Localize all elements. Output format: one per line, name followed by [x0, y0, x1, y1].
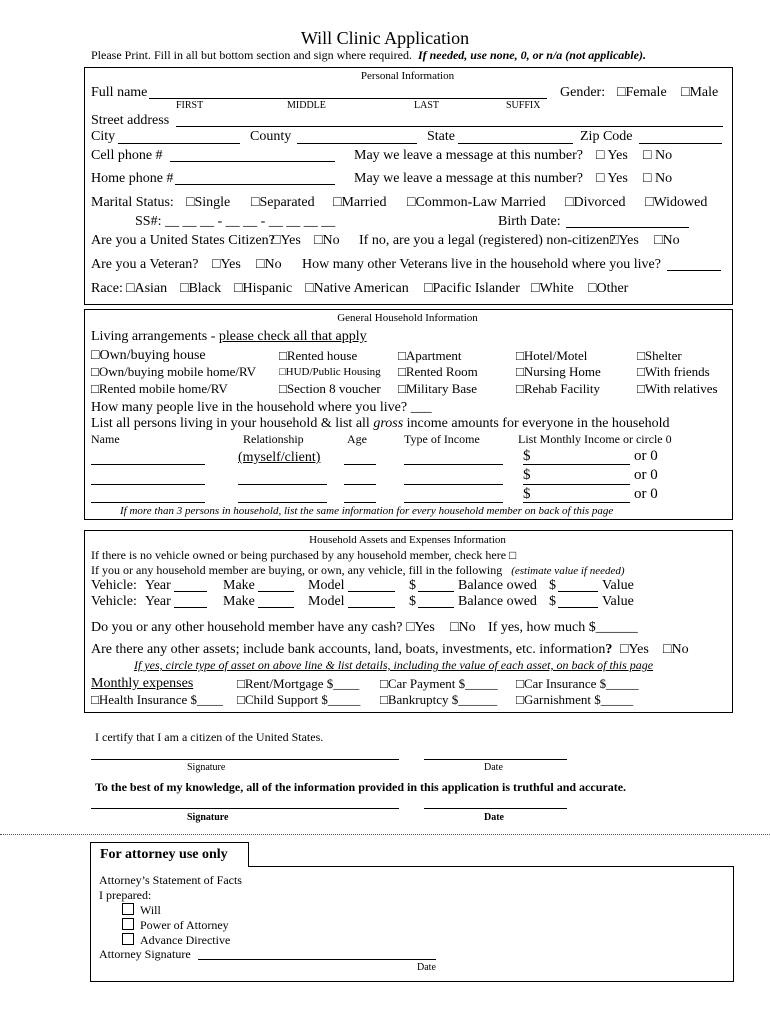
- cash-no[interactable]: □No: [450, 620, 476, 635]
- vehicle1-value-dollar: $: [549, 578, 556, 593]
- living-hotel[interactable]: □Hotel/Motel: [516, 348, 588, 363]
- prepared-poa-label: Power of Attorney: [140, 918, 229, 932]
- vehicle2-value-dollar: $: [549, 594, 556, 609]
- full-name-field[interactable]: [149, 98, 547, 99]
- noncitizen-no[interactable]: □No: [654, 233, 680, 248]
- signature2-line[interactable]: [91, 808, 399, 809]
- vehicle1-balance-label: Balance owed: [458, 578, 537, 593]
- vehicle1-value[interactable]: [558, 591, 598, 592]
- name-part-suffix: SUFFIX: [506, 100, 541, 111]
- monthly-expenses-label: Monthly expenses: [91, 676, 194, 691]
- household-row2-name[interactable]: [91, 484, 205, 485]
- veteran-yes[interactable]: □Yes: [212, 257, 241, 272]
- attorney-date-label: Date: [417, 962, 436, 973]
- cash-q: Do you or any other household member have any cash?: [91, 620, 403, 635]
- vehicle2-model[interactable]: [348, 607, 395, 608]
- household-row3-or0[interactable]: or 0: [634, 486, 658, 502]
- attorney-tab-label: For attorney use only: [100, 847, 228, 862]
- other-assets-no[interactable]: □No: [663, 642, 689, 657]
- race-label: Race:: [91, 281, 123, 296]
- county-field[interactable]: [297, 143, 417, 144]
- col-header-relationship: Relationship: [243, 432, 304, 446]
- vehicle2-dollar: $: [409, 594, 416, 609]
- living-military-base[interactable]: □Military Base: [398, 381, 477, 396]
- marital-single[interactable]: □Single: [186, 195, 231, 210]
- living-section8[interactable]: □Section 8 voucher: [279, 381, 381, 396]
- marital-divorced[interactable]: □Divorced: [565, 195, 626, 210]
- cash-how-much[interactable]: If yes, how much $______: [488, 620, 638, 635]
- will-checkbox[interactable]: [122, 903, 134, 915]
- household-row3-age[interactable]: [344, 502, 376, 503]
- name-part-middle: MIDDLE: [287, 100, 326, 111]
- vehicle2-value[interactable]: [558, 607, 598, 608]
- living-rehab[interactable]: □Rehab Facility: [516, 381, 601, 396]
- household-row2-dollar: $: [523, 467, 531, 483]
- other-veterans-field[interactable]: [667, 270, 721, 271]
- living-own-mobile[interactable]: □Own/buying mobile home/RV: [91, 364, 256, 379]
- vehicle2-value-label: Value: [602, 594, 634, 609]
- attorney-signature-label: Attorney Signature: [99, 947, 191, 961]
- vehicle2-balance[interactable]: [418, 607, 454, 608]
- how-many-people-q: How many people live in the household where you live? ___: [91, 400, 432, 415]
- no-vehicle-checkbox[interactable]: If there is no vehicle owned or being purchased by any household member, check here □: [91, 548, 517, 562]
- cell-field[interactable]: [170, 161, 335, 162]
- list-all-persons: [91, 417, 669, 431]
- home-label: Home phone #: [91, 171, 174, 186]
- prepared-will[interactable]: [122, 903, 161, 916]
- gender-male-checkbox[interactable]: □Male: [681, 85, 719, 100]
- race-pacific-islander[interactable]: □Pacific Islander: [424, 281, 520, 296]
- household-row1-or0[interactable]: or 0: [634, 448, 658, 464]
- estimate-note: (estimate value if needed): [511, 565, 625, 577]
- divider: [0, 834, 770, 835]
- street-field[interactable]: [176, 126, 723, 127]
- advance-directive-checkbox[interactable]: [122, 933, 134, 945]
- instructions-plain: Please Print. Fill in all but bottom section and sign where required.: [91, 48, 412, 62]
- col-header-income-type: Type of Income: [404, 432, 480, 446]
- living-nursing-home[interactable]: □Nursing Home: [516, 364, 601, 379]
- household-row1-name[interactable]: [91, 464, 205, 465]
- expense-health-insurance[interactable]: □Health Insurance $____: [91, 692, 224, 707]
- prepared-will-label: Will: [140, 903, 161, 917]
- race-other[interactable]: □Other: [588, 281, 629, 296]
- expense-rent[interactable]: □Rent/Mortgage $____: [237, 676, 360, 691]
- prepared-advance-directive[interactable]: [122, 933, 230, 946]
- living-shelter[interactable]: □Shelter: [637, 348, 682, 363]
- home-message-q: May we leave a message at this number?: [354, 171, 583, 186]
- instructions: [91, 49, 646, 61]
- household-row2-income[interactable]: [523, 484, 630, 485]
- name-part-first: FIRST: [176, 100, 204, 111]
- vehicle2-model-label: Model: [308, 594, 345, 609]
- expense-bankruptcy[interactable]: □Bankruptcy $______: [380, 692, 498, 707]
- home-field[interactable]: [175, 184, 335, 185]
- page-title: Will Clinic Application: [300, 28, 470, 48]
- prepared-advance-directive-label: Advance Directive: [140, 933, 231, 947]
- living-friends[interactable]: □With friends: [637, 364, 710, 379]
- attorney-statement: Attorney’s Statement of Facts: [99, 873, 242, 887]
- marital-label: Marital Status:: [91, 195, 174, 210]
- household-row3-income-type[interactable]: [404, 502, 503, 503]
- household-section-title: General Household Information: [337, 312, 478, 324]
- citizen-yes[interactable]: □Yes: [272, 233, 301, 248]
- race-black[interactable]: □Black: [180, 281, 222, 296]
- personal-section-title: Personal Information: [360, 70, 455, 82]
- vehicle2-label: Vehicle:: [91, 594, 137, 609]
- expense-car-payment[interactable]: □Car Payment $_____: [380, 676, 498, 691]
- home-message-no[interactable]: □ No: [643, 171, 673, 186]
- living-relatives[interactable]: □With relatives: [637, 381, 718, 396]
- household-row3-name[interactable]: [91, 502, 205, 503]
- if-buying-text: If you or any household member are buying, or own, any vehicle, fill in the following: [91, 563, 503, 577]
- county-label: County: [250, 129, 292, 144]
- state-label: State: [427, 129, 455, 144]
- instructions-note: If needed, use none, 0, or n/a (not applicable).: [417, 48, 646, 62]
- other-assets-text: Are there any other assets; include bank accounts, land, boats, investments, etc. information: [91, 642, 606, 657]
- living-rented-room[interactable]: □Rented Room: [398, 364, 478, 379]
- poa-checkbox[interactable]: [122, 918, 134, 930]
- cell-message-yes[interactable]: □ Yes: [596, 148, 628, 163]
- marital-common-law[interactable]: □Common-Law Married: [407, 195, 546, 210]
- household-row1-income[interactable]: [523, 464, 630, 465]
- vehicle1-year[interactable]: [174, 591, 207, 592]
- list-all-a: List all persons living in your household & list all: [91, 416, 374, 431]
- vehicle1-year-label: Year: [145, 578, 171, 593]
- citizen-no[interactable]: □No: [314, 233, 340, 248]
- if-yes-circle-note: If yes, circle type of asset on above line & list details, including the value of each asset, on back of this page: [134, 658, 654, 672]
- other-veterans-q: How many other Veterans live in the household where you live?: [302, 257, 661, 272]
- vehicle2-make-label: Make: [223, 594, 255, 609]
- more-persons-note: If more than 3 persons in household, list the same information for every household member on back of this page: [120, 505, 614, 517]
- living-label: Living arrangements -: [91, 329, 219, 344]
- date2-label: Date: [484, 812, 504, 823]
- vehicle2-year[interactable]: [174, 607, 207, 608]
- col-header-monthly-income: List Monthly Income or circle 0: [518, 432, 672, 446]
- zip-field[interactable]: [639, 143, 722, 144]
- vehicle1-make[interactable]: [258, 591, 294, 592]
- vehicle1-dollar: $: [409, 578, 416, 593]
- street-label: Street address: [91, 113, 170, 128]
- vehicle1-label: Vehicle:: [91, 578, 137, 593]
- if-buying-vehicle: [91, 564, 625, 577]
- race-white[interactable]: □White: [531, 281, 574, 296]
- household-row2-relationship[interactable]: [238, 484, 327, 485]
- household-row2-income-type[interactable]: [404, 484, 503, 485]
- date1-line[interactable]: [424, 759, 567, 760]
- gender-female-checkbox[interactable]: □Female: [617, 85, 667, 100]
- vehicle2-make[interactable]: [258, 607, 294, 608]
- living-rented-house[interactable]: □Rented house: [279, 348, 358, 363]
- marital-separated[interactable]: □Separated: [251, 195, 315, 210]
- noncitizen-q: If no, are you a legal (registered) non-citizen?: [359, 233, 616, 248]
- ssn-field[interactable]: SS#: __ __ __ - __ __ - __ __ __ __: [135, 214, 336, 229]
- city-field[interactable]: [118, 143, 240, 144]
- race-native-american[interactable]: □Native American: [305, 281, 409, 296]
- col-header-name: Name: [91, 432, 120, 446]
- expense-car-insurance[interactable]: □Car Insurance $_____: [516, 676, 639, 691]
- living-own-house[interactable]: □Own/buying house: [91, 348, 206, 363]
- zip-label: Zip Code: [580, 129, 633, 144]
- cell-message-q: May we leave a message at this number?: [354, 148, 583, 163]
- living-rented-mobile[interactable]: □Rented mobile home/RV: [91, 381, 228, 396]
- household-row3-relationship[interactable]: [238, 502, 327, 503]
- vehicle1-make-label: Make: [223, 578, 255, 593]
- citizen-q: Are you a United States Citizen?: [91, 233, 275, 248]
- household-row3-income[interactable]: [523, 502, 630, 503]
- list-all-gross: gross: [373, 416, 404, 431]
- living-instruction: please check all that apply: [218, 329, 367, 344]
- city-label: City: [91, 129, 116, 144]
- attorney-prepared: I prepared:: [99, 888, 152, 902]
- date1-label: Date: [484, 762, 503, 773]
- state-field[interactable]: [458, 143, 573, 144]
- vehicle2-balance-label: Balance owed: [458, 594, 537, 609]
- date2-line[interactable]: [424, 808, 567, 809]
- living-hud[interactable]: □HUD/Public Housing: [279, 366, 381, 378]
- other-assets-q: [91, 643, 612, 657]
- living-arrangements-label: [91, 330, 367, 344]
- name-part-last: LAST: [414, 100, 439, 111]
- attorney-signature-line[interactable]: [198, 959, 436, 960]
- race-asian[interactable]: □Asian: [126, 281, 168, 296]
- living-apartment[interactable]: □Apartment: [398, 348, 462, 363]
- vehicle1-model[interactable]: [348, 591, 395, 592]
- signature2-label: Signature: [187, 812, 229, 823]
- cell-message-no[interactable]: □ No: [643, 148, 673, 163]
- col-header-age: Age: [347, 432, 367, 446]
- marital-married[interactable]: □Married: [333, 195, 387, 210]
- vehicle1-value-label: Value: [602, 578, 634, 593]
- cell-label: Cell phone #: [91, 148, 163, 163]
- household-row2-age[interactable]: [344, 484, 376, 485]
- vehicle1-model-label: Model: [308, 578, 345, 593]
- noncitizen-yes[interactable]: □Yes: [610, 233, 639, 248]
- prepared-poa[interactable]: [122, 918, 229, 931]
- signature1-line[interactable]: [91, 759, 399, 760]
- full-name-label: Full name: [91, 85, 148, 100]
- household-row1-income-type[interactable]: [404, 464, 503, 465]
- other-assets-yes[interactable]: □Yes: [620, 642, 649, 657]
- marital-widowed[interactable]: □Widowed: [645, 195, 708, 210]
- household-row1-dollar: $: [523, 448, 531, 464]
- gender-label: Gender:: [560, 85, 606, 100]
- vehicle2-year-label: Year: [145, 594, 171, 609]
- race-hispanic[interactable]: □Hispanic: [234, 281, 293, 296]
- household-row1-age[interactable]: [344, 464, 376, 465]
- household-row2-or0[interactable]: or 0: [634, 467, 658, 483]
- birth-date-label: Birth Date:: [498, 214, 561, 229]
- list-all-b: income amounts for everyone in the household: [403, 416, 670, 431]
- household-row1-relationship: (myself/client): [238, 450, 321, 465]
- signature1-label: Signature: [187, 762, 226, 773]
- veteran-no[interactable]: □No: [256, 257, 282, 272]
- other-assets-qmark: ?: [605, 642, 613, 657]
- home-message-yes[interactable]: □ Yes: [596, 171, 628, 186]
- expense-child-support[interactable]: □Child Support $_____: [237, 692, 361, 707]
- birth-date-field[interactable]: [566, 227, 689, 228]
- truthful-statement: To the best of my knowledge, all of the information provided in this application is truthful and accurate.: [95, 780, 627, 794]
- vehicle1-balance[interactable]: [418, 591, 454, 592]
- veteran-q: Are you a Veteran?: [91, 257, 199, 272]
- cash-yes[interactable]: □Yes: [406, 620, 435, 635]
- expense-garnishment[interactable]: □Garnishment $_____: [516, 692, 634, 707]
- household-row3-dollar: $: [523, 486, 531, 502]
- assets-section-title: Household Assets and Expenses Information: [309, 534, 506, 546]
- certify-citizen: I certify that I am a citizen of the United States.: [95, 730, 324, 744]
